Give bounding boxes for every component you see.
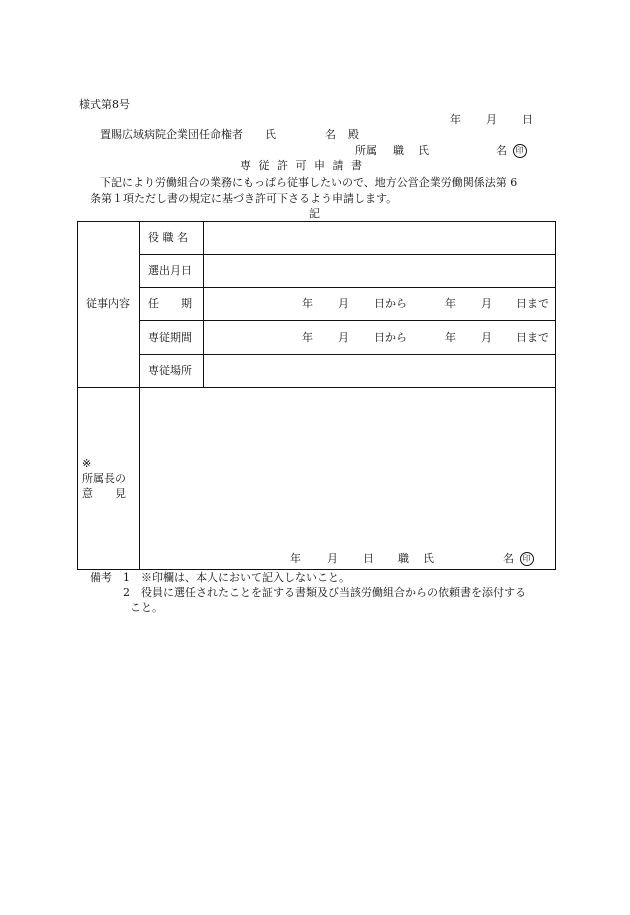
period-from-month: 月 bbox=[338, 331, 349, 344]
row-label-full-time-period: 専従期間 bbox=[148, 331, 192, 344]
applicant-mei-block bbox=[496, 144, 527, 158]
body-line-2: 条第１項ただし書の規定に基づき許可下さるよう申請します。 bbox=[90, 192, 398, 205]
applicant-post: 職 bbox=[393, 144, 404, 157]
full-time-place-field[interactable] bbox=[204, 355, 555, 387]
elected-date-field[interactable] bbox=[204, 255, 555, 287]
note-1-number: 1 bbox=[123, 571, 130, 584]
addressee-shi: 氏 bbox=[265, 128, 276, 141]
note-2-number: 2 bbox=[123, 586, 130, 599]
row-divider-3 bbox=[139, 320, 556, 321]
row-label-full-time-place: 専従場所 bbox=[148, 364, 192, 377]
seal-icon: 印 bbox=[513, 144, 527, 158]
applicant-mei: 名 bbox=[496, 144, 507, 157]
date-day: 日 bbox=[522, 113, 533, 126]
ki-marker: 記 bbox=[309, 207, 320, 220]
note-2-text: 役員に選任されたことを証する書類及び当該労働組合からの依頼書を添付する bbox=[141, 586, 526, 599]
term-to-year: 年 bbox=[445, 297, 456, 310]
sign-mei: 名 bbox=[503, 552, 514, 565]
addressee-mei: 名 bbox=[325, 128, 336, 141]
applicant-shi: 氏 bbox=[418, 144, 429, 157]
supervisor-opinion-field[interactable] bbox=[140, 388, 555, 548]
applicant-dept: 所属 bbox=[355, 144, 377, 157]
term-to-day: 日まで bbox=[516, 297, 549, 310]
seal-icon: 印 bbox=[520, 552, 534, 566]
term-to-month: 月 bbox=[481, 297, 492, 310]
sign-post: 職 bbox=[398, 552, 409, 565]
table-border-left bbox=[77, 221, 78, 570]
period-from-day: 日から bbox=[374, 331, 407, 344]
notes-label: 備考 bbox=[90, 571, 112, 584]
date-year: 年 bbox=[450, 113, 461, 126]
section-label-duties: 従事内容 bbox=[86, 297, 130, 310]
section-label-opinion: 意 見 bbox=[82, 487, 126, 500]
date-month: 月 bbox=[486, 113, 497, 126]
row-label-elected-date: 選出月日 bbox=[148, 264, 192, 277]
term-from-year: 年 bbox=[302, 297, 313, 310]
document-title: 専 従 許 可 申 請 書 bbox=[240, 159, 364, 172]
term-from-day: 日から bbox=[374, 297, 407, 310]
table-border-bottom bbox=[77, 569, 556, 570]
sign-mei-block bbox=[503, 552, 534, 566]
period-to-year: 年 bbox=[445, 331, 456, 344]
sign-shi: 氏 bbox=[423, 552, 434, 565]
addressee-org: 置賜広域病院企業団任命権者 bbox=[100, 128, 243, 141]
period-to-day: 日まで bbox=[516, 331, 549, 344]
sign-day: 日 bbox=[363, 552, 374, 565]
sign-year: 年 bbox=[290, 552, 301, 565]
sign-month: 月 bbox=[327, 552, 338, 565]
note-1-text: ※印欄は、本人において記入しないこと。 bbox=[141, 571, 350, 584]
term-from-month: 月 bbox=[338, 297, 349, 310]
period-to-month: 月 bbox=[481, 331, 492, 344]
form-number: 様式第8号 bbox=[79, 98, 130, 111]
row-label-term: 任 期 bbox=[148, 297, 192, 310]
reserved-mark: ※ bbox=[82, 457, 92, 470]
row-label-post: 役 職 名 bbox=[148, 231, 188, 244]
post-field[interactable] bbox=[204, 222, 555, 254]
addressee-dono: 殿 bbox=[348, 128, 359, 141]
section-label-supervisor: 所属長の bbox=[82, 472, 126, 485]
table-border-right bbox=[555, 221, 556, 570]
row-divider-2 bbox=[139, 287, 556, 288]
body-line-1: 下記により労働組合の業務にもっぱら従事したいので、地方公営企業労働関係法第 6 bbox=[100, 176, 518, 189]
period-from-year: 年 bbox=[302, 331, 313, 344]
note-2-text-continued: こと。 bbox=[130, 601, 163, 614]
